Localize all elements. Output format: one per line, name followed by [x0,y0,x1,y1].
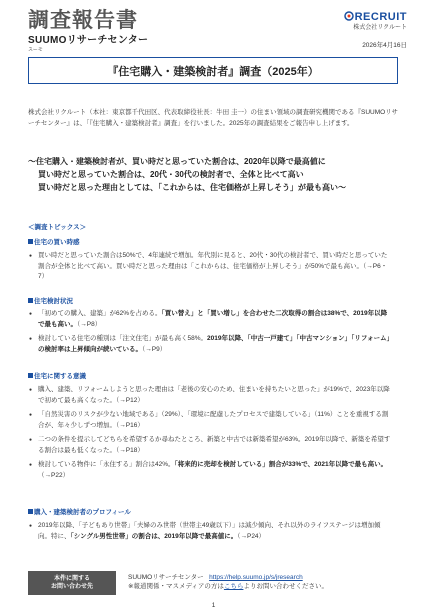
text-segment: （→P24） [237,532,266,540]
square-bullet-icon [28,373,33,378]
publish-date: 2026年4月16日 [362,42,407,49]
contact-label-line2: お問い合わせ先 [50,584,93,590]
contact-text [116,571,328,595]
section-heading-text: 住宅の買い時感 [34,239,80,246]
headline-1: ～住宅購入・建築検討者が、買い時だと思っていた割合は、2020年以降で最高値に [28,157,326,166]
bold-text-segment: 2019年以降、「中古一戸建て」「中古マンション」「リフォーム」の検討率は上昇傾向が続いている。 [38,335,390,353]
bullet-list-buy-timing [28,251,392,287]
section-heading-buy-timing [28,237,80,246]
text-segment: （→P8） [77,320,102,328]
page-number: 1 [211,602,216,609]
text-segment: 買い時だと思っていた割合は50%で、4年連続で増加。年代別に見ると、20代・30代の検討者で、買い時だと思っていた割合が全体と比べて高い。買い時だと思った理由は「これからは、住宅価格が上昇しそう」が50%で最も高い。（→P6・7） [38,252,388,280]
list-item [28,385,392,406]
section-heading-status [28,296,73,305]
text-segment: 「自然災害のリスクが少ない地域である」（29%）、「環境に配慮したプロセスで建築している」（11%）ことを重視する割合が、年々少しずつ増加。（→P16） [38,411,389,429]
survey-title-box [28,57,398,84]
text-segment: （→P9） [142,345,167,353]
contact-label-line1: 本件に関する [53,576,90,582]
contact-block [28,571,398,595]
bold-text-segment: 「将来的に売却を検討している」割合が33%で、2021年以降で最も高い。 [174,461,388,468]
text-segment: 「初めての購入、建築」が62%を占める。 [38,310,162,317]
contact-note-before: ※報道関係・マスメディアの方は [128,583,224,590]
square-bullet-icon [28,509,33,514]
suumo-logo [28,35,148,47]
list-item [28,251,392,283]
list-item [28,521,392,542]
bold-text-segment: 「買い替え」と「買い増し」を合わせた二次取得の割合は38%で、2019年以降で最も高い。 [38,310,388,328]
text-segment: 検討している住宅の種別は「注文住宅」が最も高く58%。 [38,335,208,342]
contact-label [28,571,116,595]
list-item [28,435,392,456]
text-segment: （→P22） [38,471,70,479]
contact-note-after: よりお問い合わせください。 [243,583,328,590]
survey-title: 『住宅購入・建築検討者』調査（2025年） [107,65,319,78]
contact-url-link[interactable]: https://help.suumo.jp/s/jresearch [209,574,303,581]
text-segment: 二つの条件を提示してどちらを希望するか尋ねたところ、新築と中古では新築希望が63%。2019年以降で、新築を希望する割合は最も低くなった。（→P18） [38,436,391,454]
section-heading-text: 住宅に関する意識 [34,373,86,380]
list-item [28,309,392,330]
headline-3: 買い時だと思った理由としては、「これからは、住宅価格が上昇しそう」が最も高い～ [38,183,346,192]
text-segment: 2019年以降、「子どもあり世帯」「夫婦のみ世帯（世帯主49歳以下）」は減少傾向、それ以外のライフステージは増加傾向。特に、 [38,522,381,540]
text-segment: 検討している物件に「永住する」割合は42%。 [38,461,175,468]
text-segment: 購入、建築、リフォームしようと思った理由は「老後の安心のため、住まいを持ちたいと思った」が19%で、2023年以降で初めて最も高くなった。（→P12） [38,386,390,404]
contact-org: SUUMOリサーチセンター [128,574,204,581]
title-block [28,9,148,53]
square-bullet-icon [28,298,33,303]
contact-note [128,582,328,591]
contact-org-line [128,573,328,582]
section-heading-text: 購入・建築検討者のプロフィール [34,509,131,516]
list-item [28,334,392,355]
bold-text-segment: 「シングル男性世帯」の割合は、2019年以降で最高値に。 [70,532,238,540]
suumo-logo-sub: スーモ [28,47,43,53]
topics-label: ＜調査トピックス＞ [28,224,87,231]
section-heading-profile [28,507,131,516]
recruit-mark-icon [344,11,354,21]
headline-2: 買い時だと思っていた割合は、20代・30代の検討者で、全体と比べて高い [38,170,304,179]
list-item [28,460,392,481]
headlines [28,155,408,194]
recruit-company-name: 株式会社リクルート [353,25,407,31]
recruit-logo-text: RECRUIT [354,11,407,23]
recruit-logo [344,10,407,32]
suumo-logo-text: SUUMOリサーチセンター [28,35,149,46]
square-bullet-icon [28,239,33,244]
section-heading-awareness [28,371,86,380]
section-heading-text: 住宅検討状況 [34,298,73,305]
bullet-list-profile [28,521,392,546]
recruit-logo-word [344,10,407,24]
contact-here-link[interactable]: こちら [223,583,244,590]
document-title: 調査報告書 [28,9,138,32]
bullet-list-status [28,309,392,359]
bullet-list-awareness [28,385,392,485]
list-item [28,410,392,431]
intro-paragraph: 株式会社リクルート（本社：東京都千代田区、代表取締役社長：牛田 圭一）の住まい領域の調査研究機関である『SUUMOリサーチセンター』は、「『住宅購入・建築検討者』調査」を行いました。2025年の調査結果をご報告申し上げます。 [28,109,399,127]
